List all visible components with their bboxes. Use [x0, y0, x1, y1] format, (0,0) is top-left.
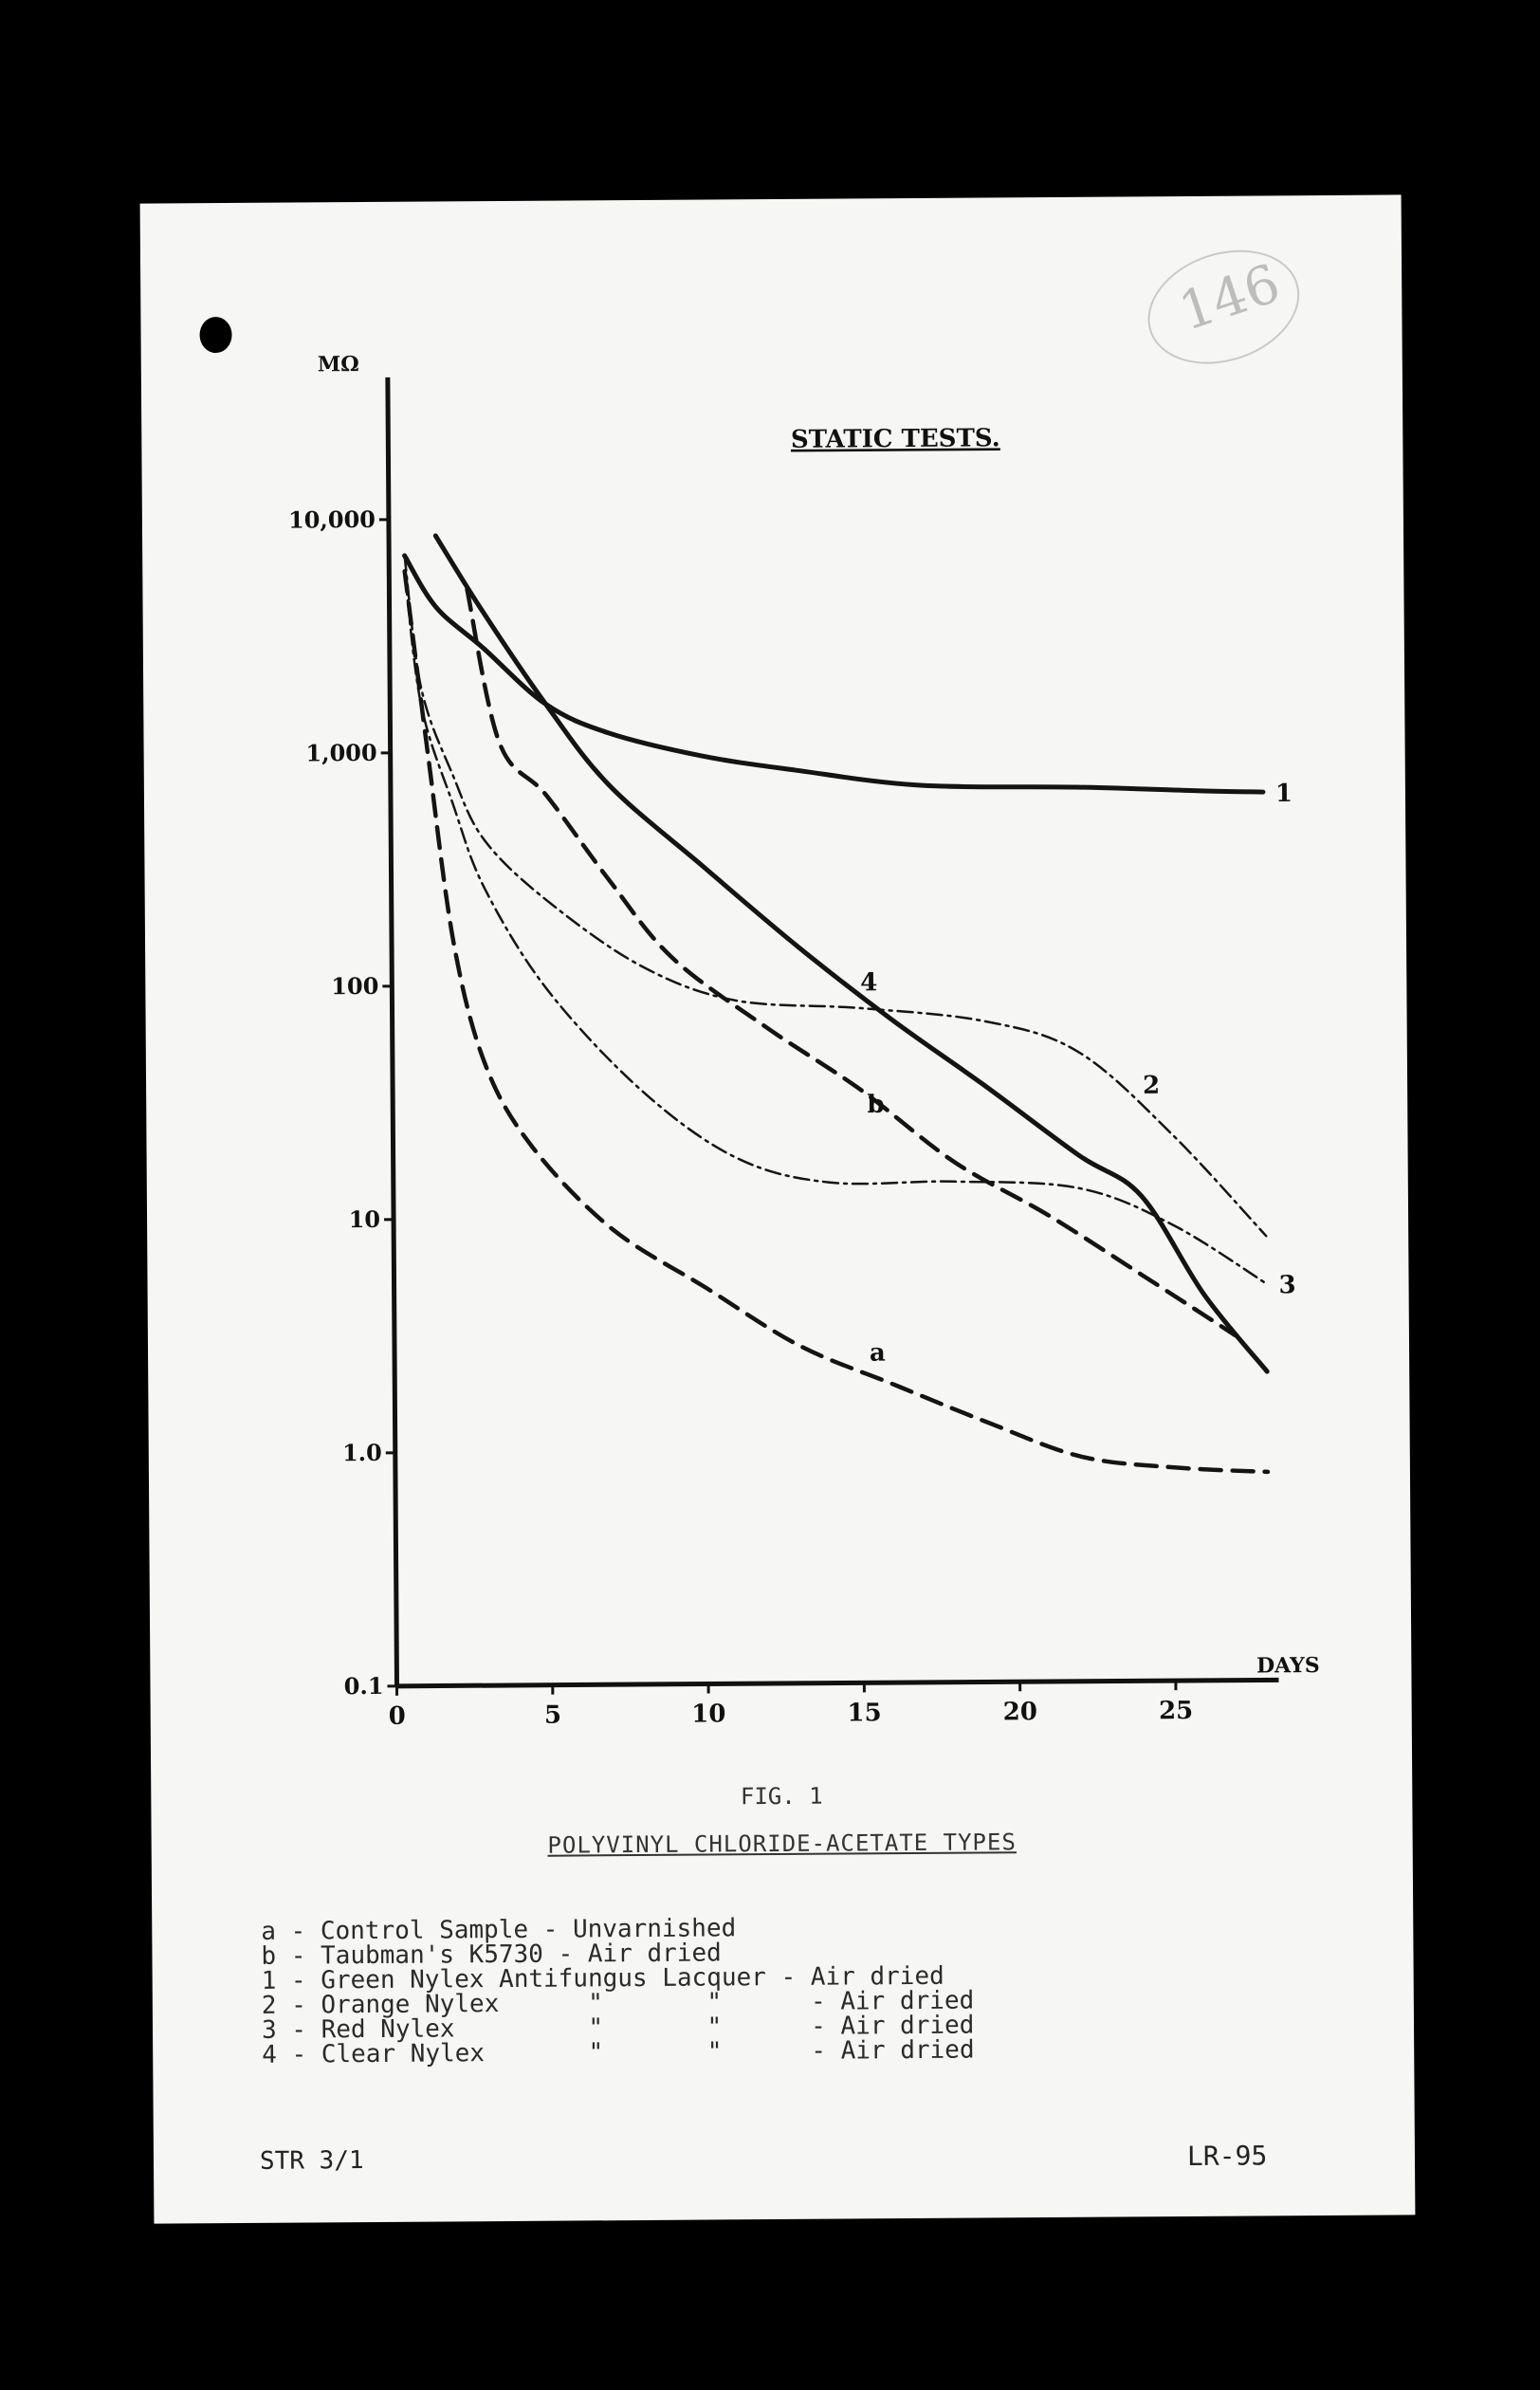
figure-label: FIG. 1 [740, 1782, 823, 1811]
y-tick-label: 10 [348, 1204, 381, 1234]
legend-row-3: 3 - Red Nylex " " - Air dried [261, 2011, 975, 2045]
reference-left: STR 3/1 [259, 2146, 364, 2176]
x-tick-label: 10 [691, 1700, 726, 1729]
x-tick-label: 20 [1002, 1698, 1038, 1727]
series-label-4: 4 [860, 968, 878, 998]
y-tick-label: 1.0 [341, 1438, 382, 1467]
y-tick-label: 1,000 [305, 738, 377, 767]
series-line-3 [405, 565, 1267, 1290]
x-tick-label: 0 [388, 1701, 406, 1731]
series-line-1 [405, 550, 1263, 799]
y-axis-line [388, 377, 397, 1686]
legend-row-2: 2 - Orange Nylex " " - Air dried [261, 1986, 975, 2020]
x-tick-label: 15 [847, 1699, 882, 1728]
figure-subtitle: POLYVINYL CHLORIDE-ACETATE TYPES [547, 1829, 1017, 1859]
series-line-4 [435, 530, 1267, 1377]
x-tick-label: 25 [1158, 1696, 1194, 1726]
series-line-b [468, 584, 1237, 1341]
stamp-number: 146 [1171, 252, 1288, 343]
legend-row-1: 1 - Green Nylex Antifungus Lacquer - Air dried [261, 1961, 944, 1995]
chart-axes [378, 371, 1279, 1696]
chart-series [404, 530, 1268, 1478]
series-line-2 [405, 550, 1267, 1242]
y-axis-label: MΩ [317, 352, 359, 377]
chart-labels [287, 345, 1320, 1731]
y-tick-label: 0.1 [343, 1671, 384, 1701]
series-line-a [405, 565, 1268, 1478]
legend [261, 1915, 974, 2068]
series-label-2: 2 [1142, 1071, 1161, 1100]
series-label-3: 3 [1278, 1271, 1296, 1300]
legend-row-4: 4 - Clear Nylex " " - Air dried [262, 2035, 975, 2069]
series-label-1: 1 [1274, 779, 1293, 809]
series-label-a: a [869, 1338, 886, 1368]
legend-row-b: b - Taubman's K5730 - Air dried [261, 1939, 722, 1971]
reference-right: LR-95 [1186, 2140, 1268, 2173]
x-axis-line [397, 1680, 1279, 1685]
x-axis-label: DAYS [1256, 1653, 1320, 1679]
document-page [140, 194, 1416, 2223]
x-tick-label: 5 [543, 1701, 562, 1730]
y-tick-label: 100 [331, 971, 379, 1001]
static-tests-chart [140, 194, 1412, 1768]
series-label-b: b [867, 1090, 885, 1119]
y-tick-label: 10,000 [287, 505, 376, 534]
chart-title: STATIC TESTS. [790, 424, 1000, 454]
legend-row-a: a - Control Sample - Unvarnished [261, 1914, 737, 1946]
